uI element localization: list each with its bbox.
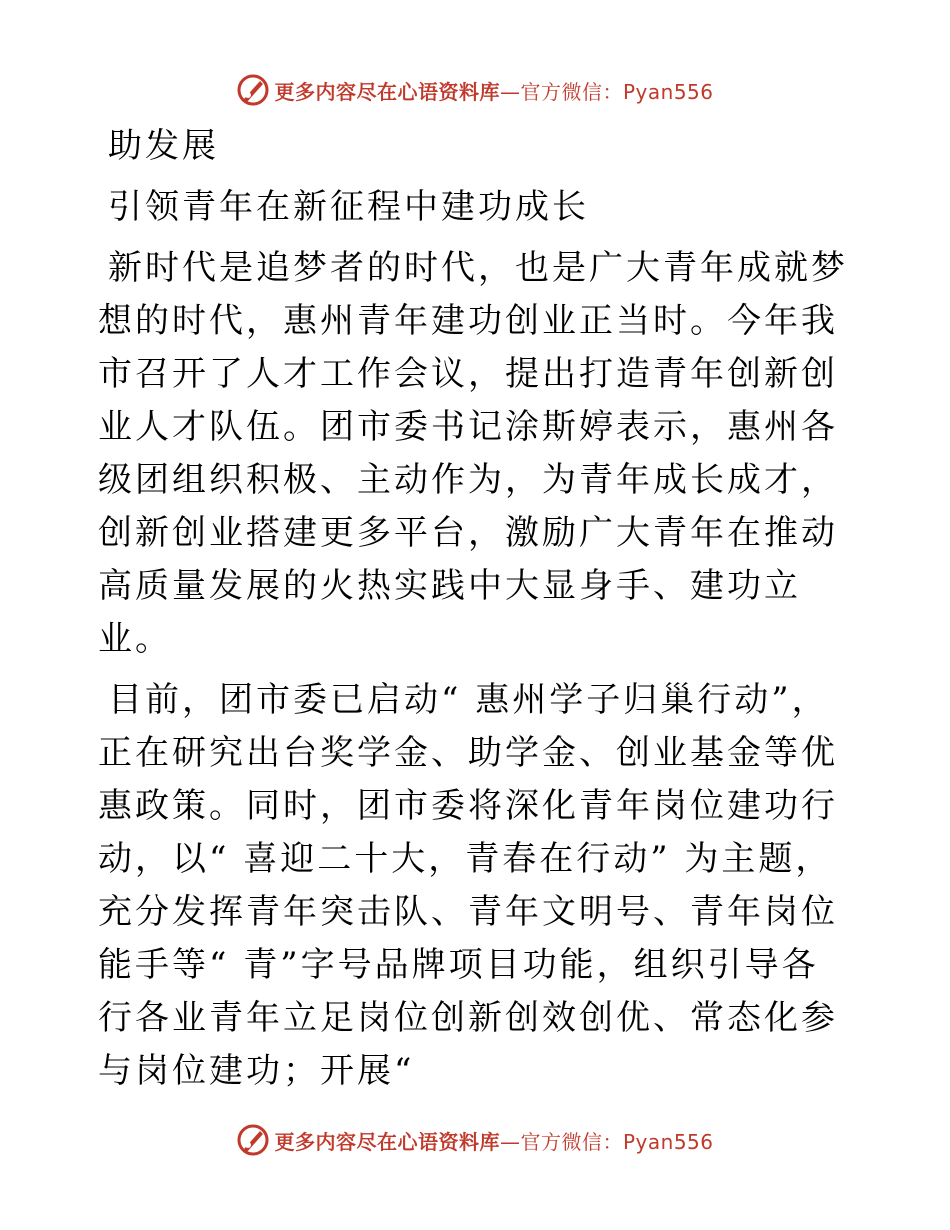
paragraph-1: 助发展 <box>108 126 219 166</box>
pen-logo-icon <box>236 1123 270 1157</box>
banner-dash: — <box>499 79 521 104</box>
banner-text <box>274 1126 713 1155</box>
banner-main-text: 更多内容尽在心语资料库 <box>274 1129 500 1154</box>
banner-wechat-id: Pyan556 <box>622 79 714 104</box>
banner-text <box>274 76 713 105</box>
header-banner <box>0 70 950 110</box>
document-body <box>98 120 850 1106</box>
paragraph-4: 目前，团市委已启动“ 惠州学子归巢行动”， 正在研究出台奖学金、助学金、创业基金等优惠政策。同时，团市委将深化青年岗位建功行动，以“ 喜迎二十大，青春在行动” 为主题，充分发挥青年突击队、青年文明号、青年岗位能手等“ 青”字号品牌项目功能，组织引导各行各业青年立足岗位创新创效创优、常态化参与岗位建功；开展“ <box>98 680 838 1091</box>
banner-wechat-id: Pyan556 <box>622 1129 714 1154</box>
paragraph-3: 新时代是追梦者的时代，也是广大青年成就梦想的时代，惠州青年建功创业正当时。今年我市召开了人才工作会议，提出打造青年创新创业人才队伍。团市委书记涂斯婷表示，惠州各级团组织积极、主动作为，为青年成长成才，创新创业搭建更多平台，激励广大青年在推动高质量发展的火热实践中大显身手、建功立业。 <box>98 248 848 659</box>
footer-banner <box>0 1120 950 1160</box>
paragraph-2: 引领青年在新征程中建功成长 <box>108 187 589 227</box>
banner-main-text: 更多内容尽在心语资料库 <box>274 79 500 104</box>
banner-wechat-label: 官方微信： <box>520 1129 623 1154</box>
banner-wechat-label: 官方微信： <box>520 79 623 104</box>
pen-logo-icon <box>236 73 270 107</box>
banner-dash: — <box>499 1129 521 1154</box>
